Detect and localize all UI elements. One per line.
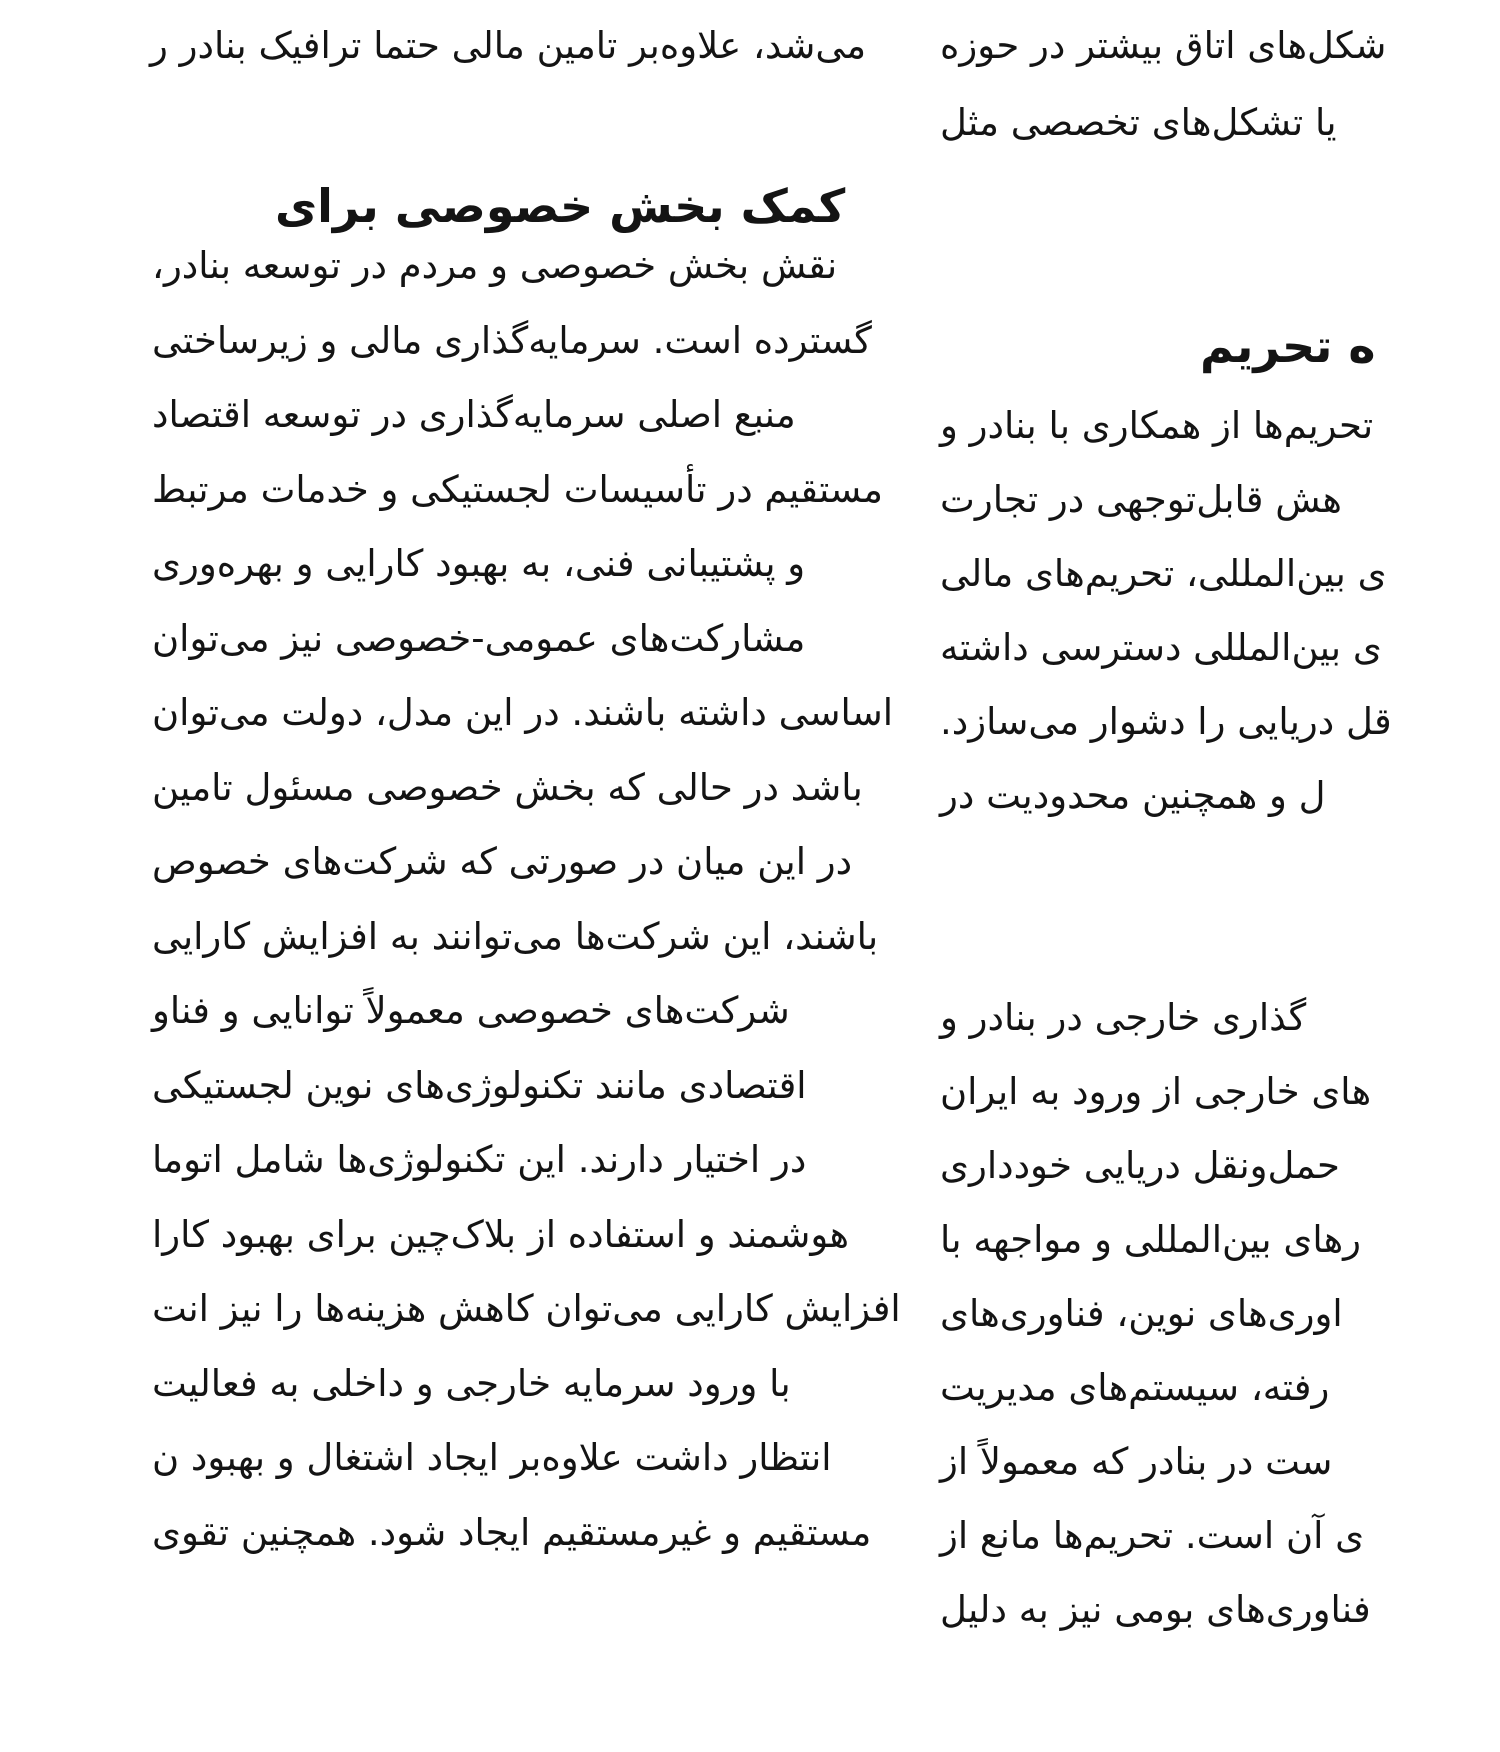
right-body-line: تحریم‌ها از همکاری با بنادر و	[940, 404, 1374, 447]
left-section-heading: کمک بخش خصوصی برای	[275, 179, 846, 233]
right-body-line: یا تشکل‌های تخصصی مثل	[940, 101, 1337, 144]
left-body-line: اقتصادی مانند تکنولوژی‌های نوین لجستیکی	[152, 1063, 807, 1107]
right-body-line: قل دریایی را دشوار می‌سازد.	[940, 700, 1392, 743]
left-body-line: در این میان در صورتی که شرکت‌های خصوص	[152, 840, 853, 883]
right-body-line: حمل‌ونقل دریایی خودداری	[940, 1144, 1340, 1187]
right-body-line: ل و همچنین محدودیت در	[940, 774, 1326, 817]
left-body-line: انتظار داشت علاوه‌بر ایجاد اشتغال و بهبود ن	[152, 1436, 832, 1479]
right-body-line: های خارجی از ورود به ایران	[940, 1070, 1372, 1113]
left-body-line: اساسی داشته باشند. در این مدل، دولت می‌توان	[152, 691, 894, 734]
left-body-line: گسترده است. سرمایه‌گذاری مالی و زیرساختی	[152, 318, 872, 362]
left-body-line: مستقیم در تأسیسات لجستیکی و خدمات مرتبط	[152, 467, 883, 511]
left-body-line: باشد در حالی که بخش خصوصی مسئول تامین	[152, 765, 863, 809]
left-body-line: مستقیم و غیرمستقیم ایجاد شود. همچنین تقوی	[152, 1510, 872, 1554]
right-body-line: اوری‌های نوین، فناوری‌های	[940, 1292, 1343, 1335]
right-body-line: گذاری خارجی در بنادر و	[940, 996, 1307, 1039]
left-body-line: باشند، این شرکت‌ها می‌توانند به افزایش کارایی	[152, 914, 879, 958]
left-body-line: در اختیار دارند. این تکنولوژی‌ها شامل اتوما	[152, 1138, 807, 1181]
right-body-line: ی آن است. تحریم‌ها مانع از	[940, 1514, 1365, 1557]
left-top-line: می‌شد، علاوه‌بر تامین مالی حتما ترافیک بنادر ر	[150, 24, 867, 67]
left-body-line: مشارکت‌های عمومی-خصوصی نیز می‌توان	[152, 616, 806, 660]
right-body-line: رفته، سیستم‌های مدیریت	[940, 1366, 1330, 1409]
right-body-line: ی بین‌المللی، تحریم‌های مالی	[940, 552, 1387, 595]
left-body-line: شرکت‌های خصوصی معمولاً توانایی و فناو	[152, 989, 790, 1032]
right-body-line: رهای بین‌المللی و مواجهه با	[940, 1218, 1361, 1261]
left-body-line: و پشتیبانی فنی، به بهبود کارایی و بهره‌وری	[152, 542, 806, 585]
left-body-line: نقش بخش خصوصی و مردم در توسعه بنادر،	[152, 244, 838, 287]
left-body-line: منبع اصلی سرمایه‌گذاری در توسعه اقتصاد	[152, 393, 796, 436]
right-body-line: شکل‌های اتاق بیشتر در حوزه	[940, 24, 1387, 67]
right-section-heading: ه تحریم	[1200, 319, 1376, 373]
right-body-line: هش قابل‌توجهی در تجارت	[940, 478, 1342, 521]
left-body-line: با ورود سرمایه خارجی و داخلی به فعالیت	[152, 1361, 791, 1405]
right-body-line: ست در بنادر که معمولاً از	[940, 1440, 1333, 1483]
left-body-line: هوشمند و استفاده از بلاک‌چین برای بهبود کارا	[152, 1212, 850, 1256]
right-body-line: فناوری‌های بومی نیز به دلیل	[940, 1588, 1371, 1631]
right-body-line: ی بین‌المللی دسترسی داشته	[940, 626, 1382, 669]
left-body-line: افزایش کارایی می‌توان کاهش هزینه‌ها را نیز انت	[152, 1287, 901, 1330]
